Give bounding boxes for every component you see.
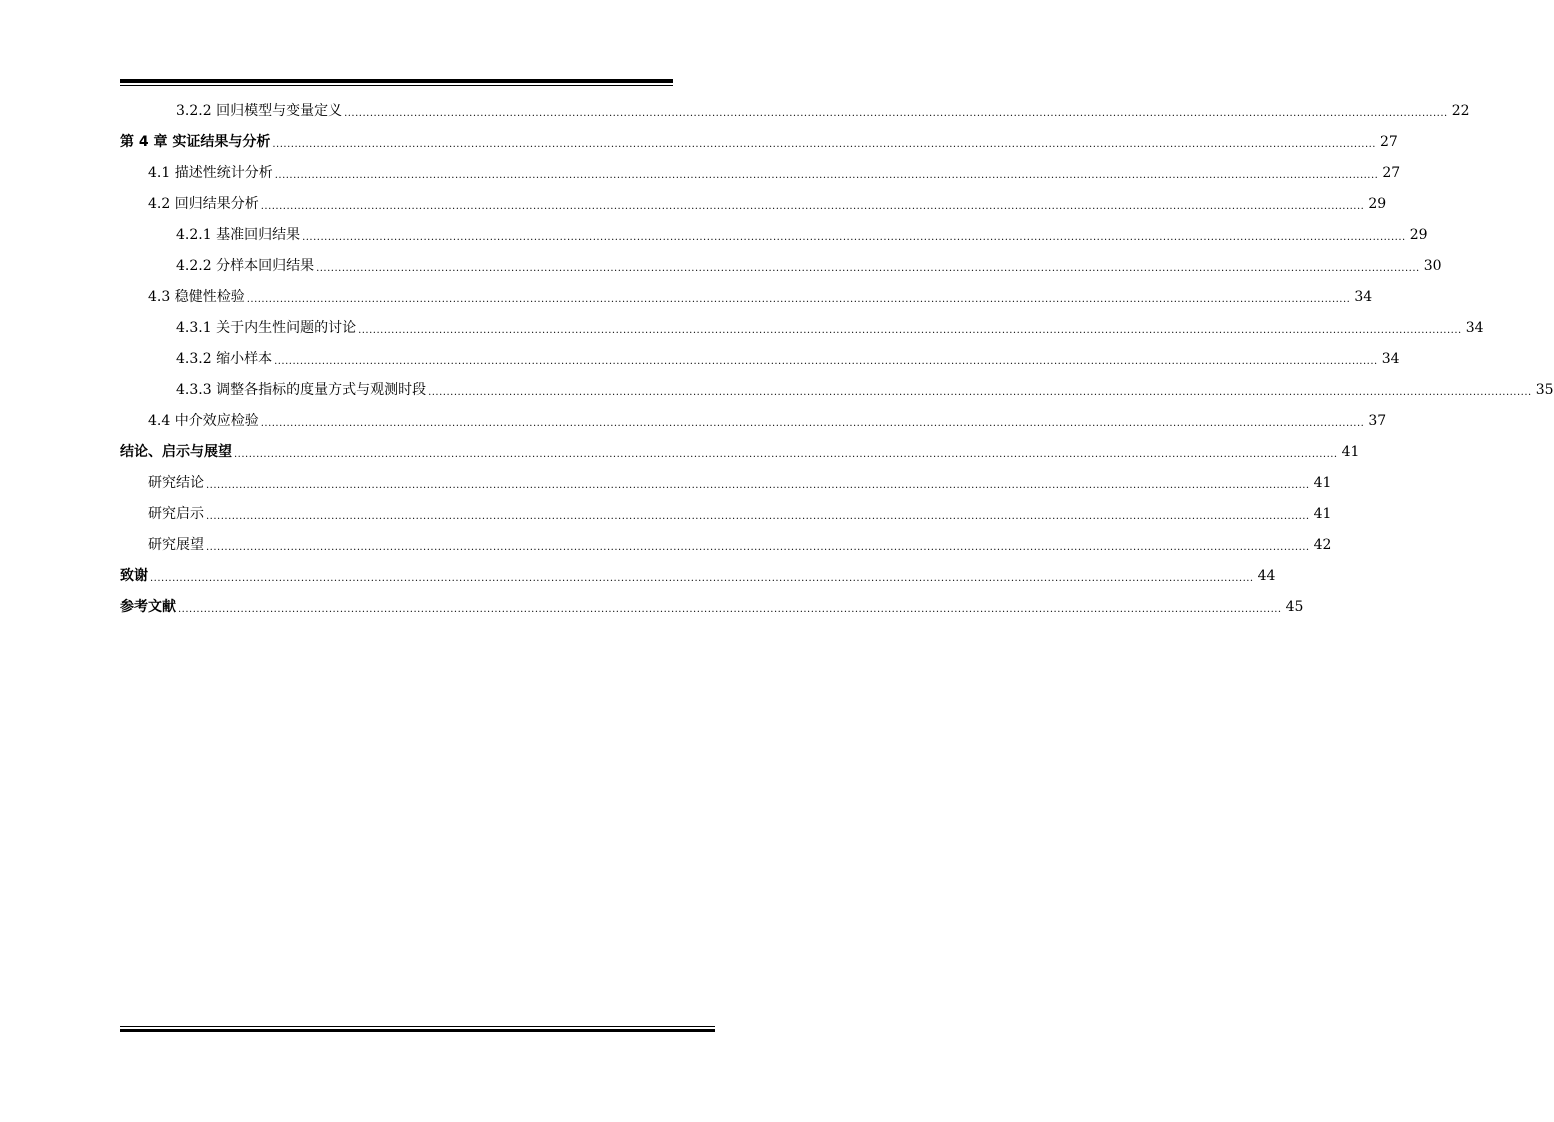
toc-leader-dots: ............................................................................................................................................................................................................................................................................................................ [358,324,1462,336]
toc-entry[interactable] [120,406,1387,437]
toc-entry[interactable] [120,282,1373,313]
toc-entry[interactable] [120,220,1428,251]
toc-leader-dots: ............................................................................................................................................................................................................................................................................................................ [316,262,1420,274]
toc-entry-page: 29 [1368,196,1387,212]
toc-entry-page: 30 [1423,258,1442,274]
toc-entry-label: 4.2 回归结果分析 [148,196,259,212]
toc-entry[interactable] [120,561,1276,592]
toc-entry-label: 结论、启示与展望 [120,444,232,460]
toc-entry-page: 41 [1313,475,1332,491]
toc-leader-dots: ............................................................................................................................................................................................................................................................................................................ [206,541,1310,553]
toc-entry-label: 4.3.2 缩小样本 [176,351,273,367]
toc-entry[interactable] [120,158,1401,189]
toc-entry-page: 42 [1313,537,1332,553]
toc-entry-page: 29 [1409,227,1428,243]
toc-entry-page: 41 [1313,506,1332,522]
toc-entry-page: 27 [1382,165,1401,181]
footer-rule-thin [120,1026,715,1027]
toc-leader-dots: ............................................................................................................................................................................................................................................................................................................ [274,169,1379,181]
toc-entry-label: 4.2.1 基准回归结果 [176,227,301,243]
toc-entry[interactable] [120,189,1387,220]
toc-entry-label: 致谢 [120,568,148,584]
toc-entry-page: 41 [1341,444,1360,460]
footer-rule-thick [120,1029,715,1032]
toc-leader-dots: ............................................................................................................................................................................................................................................................................................................ [206,510,1310,522]
toc-entry-label: 3.2.2 回归模型与变量定义 [176,103,343,119]
toc-entry-page: 35 [1535,382,1554,398]
toc-leader-dots: ............................................................................................................................................................................................................................................................................................................ [302,231,1406,243]
toc-entry-page: 34 [1381,351,1400,367]
toc-entry-page: 22 [1451,103,1470,119]
toc-entry-page: 45 [1285,599,1304,615]
toc-leader-dots: ............................................................................................................................................................................................................................................................................................................ [178,603,1282,615]
toc-leader-dots: ............................................................................................................................................................................................................................................................................................................ [274,355,1378,367]
toc-leader-dots: ............................................................................................................................................................................................................................................................................................................ [150,572,1254,584]
toc-entry-label: 研究结论 [148,475,204,491]
toc-entry-label: 4.3.3 调整各指标的度量方式与观测时段 [176,382,427,398]
toc-entry[interactable] [120,468,1332,499]
toc-entry-page: 44 [1257,568,1276,584]
toc-entry[interactable] [120,344,1400,375]
toc-entry-label: 4.4 中介效应检验 [148,413,259,429]
toc-entry-page: 37 [1368,413,1387,429]
toc-entry-label: 4.2.2 分样本回归结果 [176,258,315,274]
toc-entry[interactable] [120,127,1398,158]
toc-entry[interactable] [120,251,1442,282]
header-rule-thick [120,79,673,83]
toc-entry-page: 27 [1380,134,1398,150]
toc-entry-label: 第 4 章 实证结果与分析 [120,134,271,150]
toc-entry[interactable] [120,530,1332,561]
toc-entry[interactable] [120,96,1470,127]
toc-entry-label: 参考文献 [120,599,176,615]
toc-leader-dots: ............................................................................................................................................................................................................................................................................................................ [260,200,1365,212]
toc-entry-page: 34 [1354,289,1373,305]
toc-entry[interactable] [120,437,1360,468]
toc-entry[interactable] [120,499,1332,530]
toc-entry-label: 4.1 描述性统计分析 [148,165,273,181]
toc-leader-dots: ............................................................................................................................................................................................................................................................................................................ [344,107,1448,119]
toc-entry-page: 34 [1465,320,1484,336]
toc-entry-label: 研究启示 [148,506,204,522]
toc-entry-label: 4.3.1 关于内生性问题的讨论 [176,320,357,336]
toc-entry[interactable] [120,313,1484,344]
table-of-contents [120,96,1554,623]
toc-leader-dots: ............................................................................................................................................................................................................................................................................................................ [272,138,1376,150]
toc-entry[interactable] [120,592,1304,623]
toc-leader-dots: ............................................................................................................................................................................................................................................................................................................ [206,479,1310,491]
toc-leader-dots: ............................................................................................................................................................................................................................................................................................................ [246,293,1351,305]
toc-entry-label: 4.3 稳健性检验 [148,289,245,305]
toc-leader-dots: ............................................................................................................................................................................................................................................................................................................ [260,417,1365,429]
toc-entry-label: 研究展望 [148,537,204,553]
toc-leader-dots: ............................................................................................................................................................................................................................................................................................................ [234,448,1338,460]
header-rule-thin [120,85,673,86]
toc-leader-dots: ............................................................................................................................................................................................................................................................................................................ [428,386,1532,398]
toc-entry[interactable] [120,375,1554,406]
